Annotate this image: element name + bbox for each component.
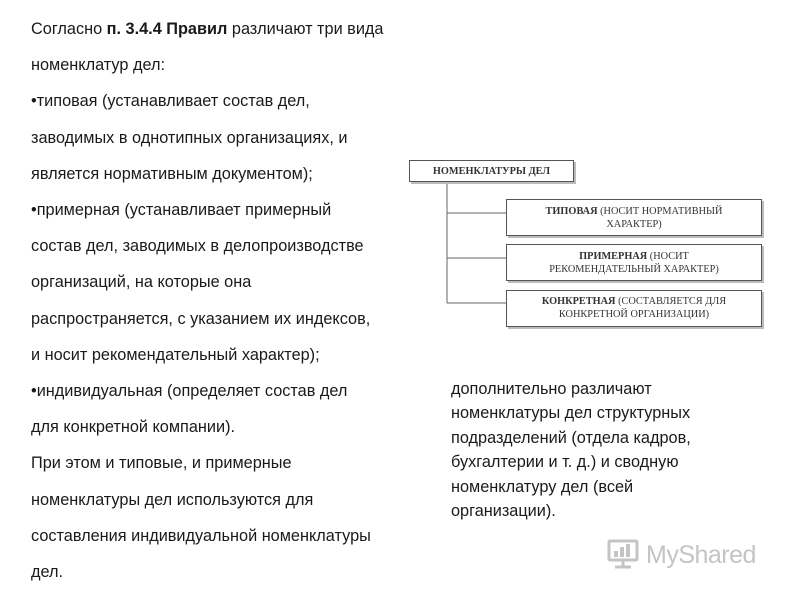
text-line: номенклатур дел: <box>31 56 166 75</box>
text-line: организаций, на которые она <box>31 273 252 292</box>
text-line: заводимых в однотипных организациях, и <box>31 128 348 147</box>
additional-text-block <box>451 377 781 523</box>
box-desc-line2: ХАРАКТЕР) <box>606 219 662 230</box>
bullet-typical: •типовая (устанавливает состав дел, <box>31 92 310 111</box>
presentation-board-icon <box>606 536 640 575</box>
box-desc-line2: РЕКОМЕНДАТЕЛЬНЫЙ ХАРАКТЕР) <box>549 264 719 275</box>
text-line: организации). <box>451 502 556 521</box>
text-line: При этом и типовые, и примерные <box>31 454 292 473</box>
diagram-box-typical <box>506 199 762 236</box>
intro-prefix: Согласно <box>31 20 107 38</box>
box-desc: (СОСТАВЛЯЕТСЯ ДЛЯ <box>615 296 727 307</box>
diagram-box-approximate <box>506 244 762 281</box>
text-line: дополнительно различают <box>451 380 652 398</box>
text-line: номенклатуры дел используются для <box>31 490 314 509</box>
box-title: ПРИМЕРНАЯ <box>579 251 648 262</box>
intro-suffix: различают три вида <box>227 20 384 38</box>
bullet-individual: •индивидуальная (определяет состав дел <box>31 382 348 401</box>
text-line: распространяется, с указанием их индексов, <box>31 309 371 328</box>
box-desc: (НОСИТ НОРМАТИВНЫЙ <box>597 206 723 217</box>
box-desc-line2: КОНКРЕТНОЙ ОРГАНИЗАЦИИ) <box>558 309 710 320</box>
rule-reference: п. 3.4.4 Правил <box>106 20 228 38</box>
watermark-logo <box>606 535 776 575</box>
diagram-root-box <box>409 160 574 182</box>
text-line: подразделений (отдела кадров, <box>451 428 691 447</box>
text-line: и носит рекомендательный характер); <box>31 345 320 364</box>
watermark-text: MyShared <box>646 540 756 569</box>
diagram-box-specific <box>506 290 762 327</box>
box-title: ТИПОВАЯ <box>545 206 598 217</box>
text-line: бухгалтерии и т. д.) и сводную <box>451 453 679 472</box>
diagram-root-label: НОМЕНКЛАТУРЫ ДЕЛ <box>432 166 551 177</box>
text-line: номенклатуру дел (всей <box>451 477 634 496</box>
text-line: дел. <box>31 563 64 582</box>
text-line: составления индивидуальной номенклатуры <box>31 526 371 545</box>
box-desc: (НОСИТ <box>647 251 689 262</box>
text-line: для конкретной компании). <box>31 418 236 437</box>
bullet-approximate: •примерная (устанавливает примерный <box>31 201 332 220</box>
text-line: номенклатуры дел структурных <box>451 404 691 423</box>
text-line: состав дел, заводимых в делопроизводстве <box>31 237 364 256</box>
text-line: является нормативным документом); <box>31 164 313 183</box>
box-title: КОНКРЕТНАЯ <box>541 296 616 307</box>
